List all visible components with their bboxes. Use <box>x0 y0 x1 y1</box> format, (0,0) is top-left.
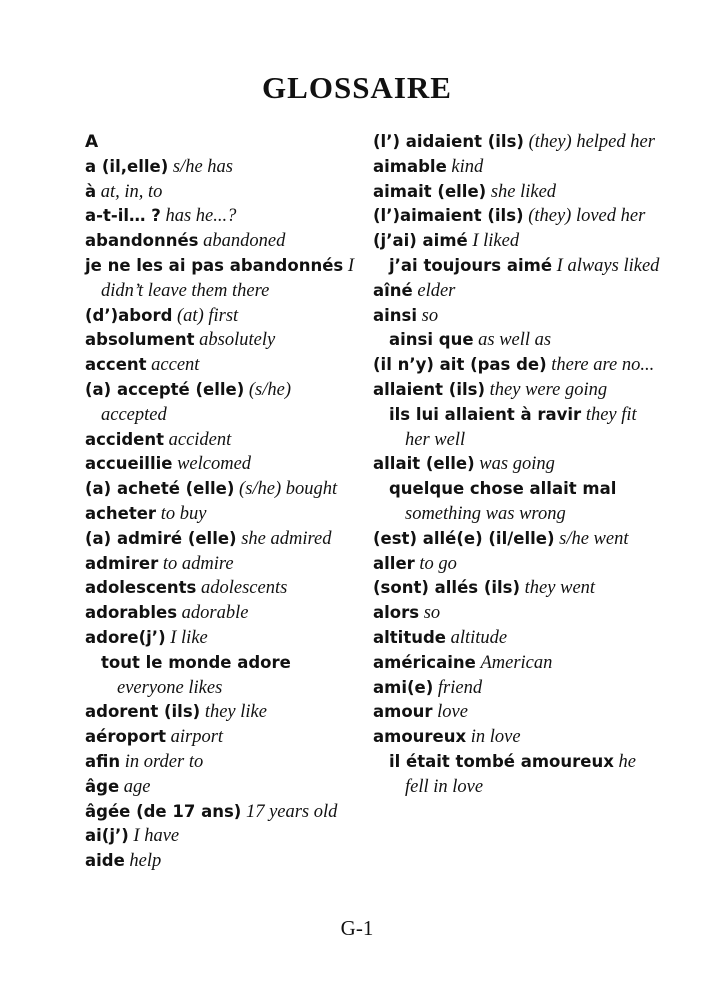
glossary-headword: afin <box>85 751 121 771</box>
glossary-translation: he fell in love <box>405 751 636 797</box>
glossary-entry <box>85 452 355 477</box>
glossary-translation: so <box>423 603 441 624</box>
glossary-translation: I liked <box>472 231 520 252</box>
glossary-entry <box>373 403 663 453</box>
glossary-entry <box>85 775 355 800</box>
glossary-headword: aimable <box>373 156 447 176</box>
glossary-entry <box>373 676 663 701</box>
glossary-translation: s/he went <box>559 528 629 549</box>
glossary-entry <box>85 800 355 825</box>
glossary-entry <box>373 328 663 353</box>
glossary-entry <box>85 824 355 849</box>
glossary-translation: she admired <box>241 528 332 549</box>
glossary-entry <box>373 527 663 552</box>
glossary-translation: they like <box>204 702 267 723</box>
glossary-translation: I have <box>133 826 180 847</box>
glossary-column-left <box>85 130 355 874</box>
glossary-headword: (sont) allés (ils) <box>373 578 521 598</box>
glossary-entry <box>373 180 663 205</box>
glossary-translation: at, in, to <box>100 181 163 202</box>
glossary-entry <box>85 229 355 254</box>
glossary-translation: adorable <box>181 603 249 624</box>
glossary-headword: aîné <box>373 280 413 300</box>
glossary-translation: (at) first <box>177 305 239 326</box>
glossary-headword: (j’ai) aimé <box>373 231 468 251</box>
glossary-entry <box>373 229 663 254</box>
glossary-entry <box>85 254 355 304</box>
glossary-translation: altitude <box>450 627 508 648</box>
glossary-headword: ils lui allaient à ravir <box>389 404 582 424</box>
glossary-translation: I always liked <box>556 255 660 276</box>
glossary-translation: accent <box>151 355 200 376</box>
glossary-headword: accent <box>85 355 147 375</box>
glossary-translation: in love <box>470 727 521 748</box>
glossary-headword: accident <box>85 429 164 449</box>
glossary-entry <box>85 527 355 552</box>
glossary-entry <box>85 601 355 626</box>
glossary-translation: in order to <box>124 751 204 772</box>
glossary-entry <box>373 204 663 229</box>
glossary-headword: aide <box>85 851 125 871</box>
glossary-headword: altitude <box>373 627 446 647</box>
glossary-translation: airport <box>170 727 224 748</box>
glossary-headword: à <box>85 181 97 201</box>
glossary-headword: acheter <box>85 503 157 523</box>
glossary-translation: abandoned <box>203 231 286 252</box>
glossary-entry <box>373 700 663 725</box>
glossary-entry <box>85 502 355 527</box>
glossary-entry <box>85 204 355 229</box>
glossary-translation: they were going <box>489 379 608 400</box>
glossary-entry <box>85 353 355 378</box>
glossary-headword: je ne les ai pas abandonnés <box>85 255 344 275</box>
glossary-entry <box>373 353 663 378</box>
glossary-entry <box>85 155 355 180</box>
glossary-entry <box>373 601 663 626</box>
glossary-translation: so <box>421 305 439 326</box>
glossary-entry <box>85 378 355 428</box>
glossary-headword: adolescents <box>85 578 197 598</box>
glossary-headword: absolument <box>85 330 195 350</box>
glossary-entry <box>85 477 355 502</box>
glossary-translation: welcomed <box>177 454 252 475</box>
glossary-translation: accident <box>168 429 232 450</box>
glossary-column-right <box>373 130 663 800</box>
glossary-entry <box>373 552 663 577</box>
glossary-headword: âge <box>85 776 120 796</box>
glossary-translation: to admire <box>162 553 234 574</box>
glossary-translation: love <box>437 702 468 723</box>
glossary-headword: abandonnés <box>85 231 199 251</box>
glossary-entry <box>85 180 355 205</box>
glossary-translation: to go <box>419 553 457 574</box>
glossary-entry <box>373 750 663 800</box>
glossary-headword: adore(j’) <box>85 627 166 647</box>
glossary-translation: kind <box>451 156 484 177</box>
glossary-headword: alors <box>373 603 420 623</box>
glossary-entry <box>373 254 663 279</box>
glossary-translation: there are no... <box>551 355 655 376</box>
glossary-entry <box>85 304 355 329</box>
glossary-headword: aimait (elle) <box>373 181 487 201</box>
glossary-translation: they fit her well <box>405 404 637 450</box>
glossary-headword: (il n’y) ait (pas de) <box>373 355 547 375</box>
glossary-entry <box>85 328 355 353</box>
glossary-headword: il était tombé amoureux <box>389 751 614 771</box>
glossary-translation: (they) loved her <box>528 206 646 227</box>
glossary-headword: (a) admiré (elle) <box>85 528 237 548</box>
glossary-headword: amoureux <box>373 727 467 747</box>
glossary-headword: j’ai toujours aimé <box>389 255 553 275</box>
glossary-headword: accueillie <box>85 454 173 474</box>
glossary-translation: (s/he) accepted <box>101 379 292 425</box>
glossary-headword: âgée (de 17 ans) <box>85 801 242 821</box>
glossary-translation: I like <box>170 627 208 648</box>
glossary-headword: admirer <box>85 553 159 573</box>
glossary-headword: adorables <box>85 603 178 623</box>
glossary-translation: (s/he) bought <box>239 479 338 500</box>
glossary-translation: adolescents <box>201 578 288 599</box>
glossary-entry <box>85 750 355 775</box>
glossary-entry <box>373 725 663 750</box>
glossary-headword: allaient (ils) <box>373 379 486 399</box>
glossary-entry <box>85 849 355 874</box>
glossary-translation: was going <box>479 454 555 475</box>
glossary-headword: amour <box>373 702 433 722</box>
glossary-entry <box>373 651 663 676</box>
glossary-headword: tout le monde adore <box>101 652 291 672</box>
glossary-entry <box>373 576 663 601</box>
glossary-entry <box>85 651 355 701</box>
glossary-translation: help <box>129 851 162 872</box>
glossary-headword: aller <box>373 553 415 573</box>
glossary-headword: ai(j’) <box>85 826 129 846</box>
glossary-headword: quelque chose allait mal <box>389 479 617 499</box>
glossary-headword: (est) allé(e) (il/elle) <box>373 528 555 548</box>
glossary-entry <box>373 155 663 180</box>
glossary-translation: everyone likes <box>117 677 223 698</box>
glossary-translation: friend <box>437 677 483 698</box>
glossary-entry <box>85 725 355 750</box>
glossary-entry <box>85 552 355 577</box>
glossary-entry <box>85 428 355 453</box>
glossary-entry <box>373 130 663 155</box>
section-letter: A <box>85 132 99 152</box>
page-number: G-1 <box>340 916 374 940</box>
glossary-translation: age <box>123 776 151 797</box>
glossary-entry <box>373 279 663 304</box>
glossary-translation: elder <box>417 280 456 301</box>
glossary-translation: she liked <box>490 181 557 202</box>
glossary-translation: absolutely <box>199 330 276 351</box>
glossary-entry <box>373 477 663 527</box>
glossary-headword: allait (elle) <box>373 454 475 474</box>
glossary-headword: a (il,elle) <box>85 156 169 176</box>
glossary-entry <box>85 700 355 725</box>
glossary-headword: (a) accepté (elle) <box>85 379 245 399</box>
glossary-translation: as well as <box>478 330 552 351</box>
glossary-translation: they went <box>524 578 596 599</box>
glossary-headword: (l’) aidaient (ils) <box>373 132 524 151</box>
glossary-headword: ainsi que <box>389 330 474 350</box>
glossary-translation: 17 years old <box>245 801 338 822</box>
glossary-translation: to buy <box>160 503 207 524</box>
glossary-entry <box>373 452 663 477</box>
glossary-headword: aéroport <box>85 727 166 747</box>
glossary-headword: adorent (ils) <box>85 702 201 722</box>
glossary-entry <box>85 130 355 155</box>
glossary-headword: ainsi <box>373 305 418 325</box>
page-title: GLOSSAIRE <box>262 70 452 105</box>
glossary-entry <box>373 304 663 329</box>
glossary-entry <box>85 576 355 601</box>
glossary-entry <box>373 378 663 403</box>
glossary-headword: (d’)abord <box>85 305 173 325</box>
glossary-headword: (l’)aimaient (ils) <box>373 206 524 226</box>
glossary-headword: (a) acheté (elle) <box>85 479 235 499</box>
glossary-entry <box>373 626 663 651</box>
glossary-translation: s/he has <box>172 156 233 177</box>
glossary-entry <box>85 626 355 651</box>
glossary-translation: I didn’t leave them there <box>101 255 355 301</box>
glossary-translation: has he...? <box>165 206 237 227</box>
glossary-translation: American <box>480 652 553 673</box>
glossary-headword: ami(e) <box>373 677 434 697</box>
glossary-headword: a-t-il… ? <box>85 206 161 226</box>
glossary-headword: américaine <box>373 652 476 672</box>
glossary-translation: something was wrong <box>405 503 566 524</box>
glossary-translation: (they) helped her <box>528 132 655 152</box>
